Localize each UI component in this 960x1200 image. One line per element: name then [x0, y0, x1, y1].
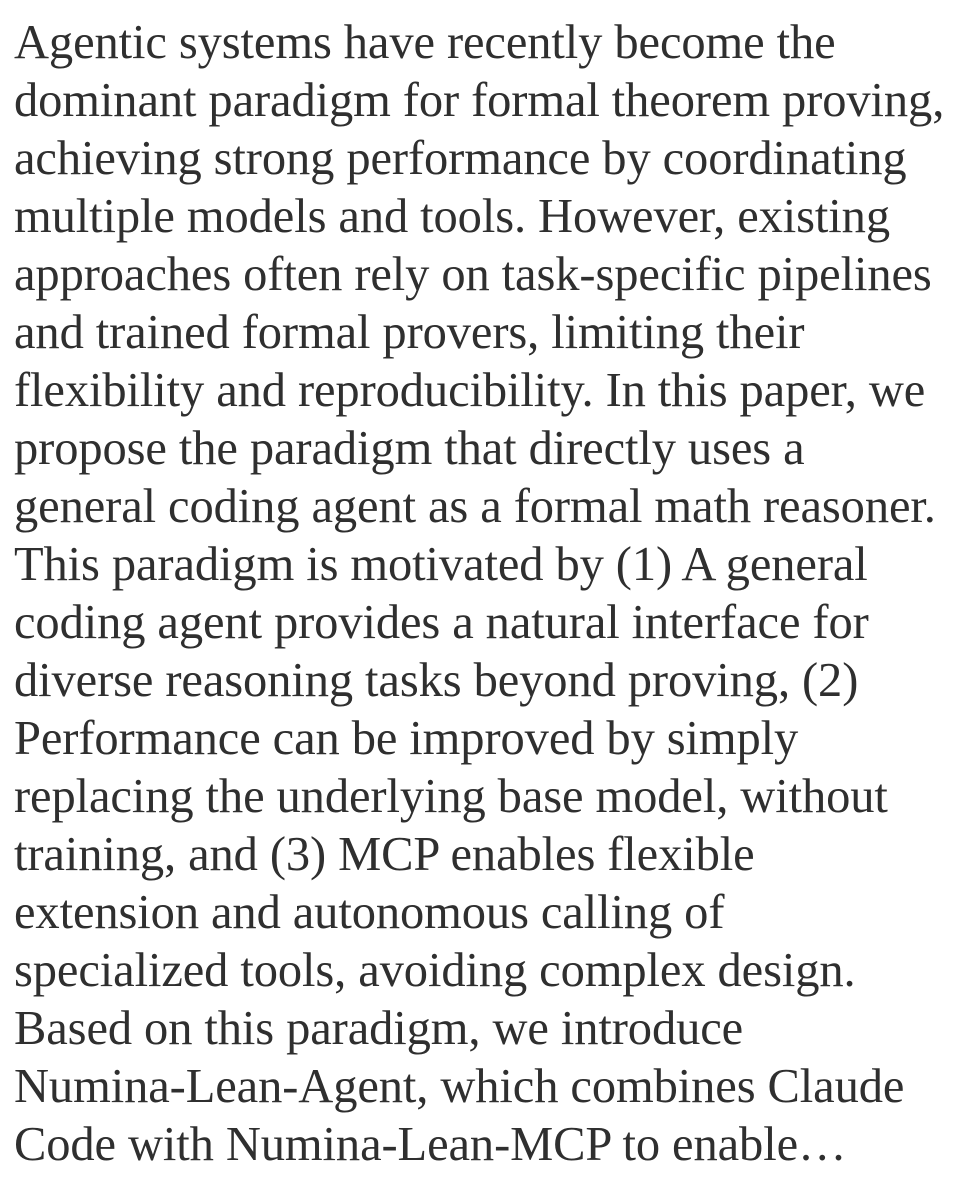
text-line: multiple models and tools. However, existing [14, 190, 890, 243]
text-line: propose the paradigm that directly uses a [14, 422, 805, 475]
text-line: Numina-Lean-Agent, which combines Claude [14, 1060, 905, 1113]
text-line: Based on this paradigm, we introduce [14, 1002, 744, 1055]
text-line: This paradigm is motivated by (1) A general [14, 538, 868, 591]
text-line: training, and (3) MCP enables flexible [14, 828, 755, 881]
text-line: dominant paradigm for formal theorem proving, [14, 74, 945, 127]
text-line: and trained formal provers, limiting their [14, 306, 805, 359]
text-line: general coding agent as a formal math reasoner. [14, 480, 936, 533]
text-line: diverse reasoning tasks beyond proving, (2) [14, 654, 859, 707]
text-line: Agentic systems have recently become the [14, 16, 836, 69]
text-line: specialized tools, avoiding complex design. [14, 944, 856, 997]
text-line: Code with Numina-Lean-MCP to enable… [14, 1118, 847, 1171]
text-line: extension and autonomous calling of [14, 886, 725, 939]
text-line: Performance can be improved by simply [14, 712, 799, 765]
text-line: coding agent provides a natural interface for [14, 596, 869, 649]
text-line: achieving strong performance by coordinating [14, 132, 907, 185]
text-line: replacing the underlying base model, without [14, 770, 888, 823]
text-line: flexibility and reproducibility. In this paper, we [14, 364, 926, 417]
text-line: approaches often rely on task-specific pipelines [14, 248, 932, 301]
